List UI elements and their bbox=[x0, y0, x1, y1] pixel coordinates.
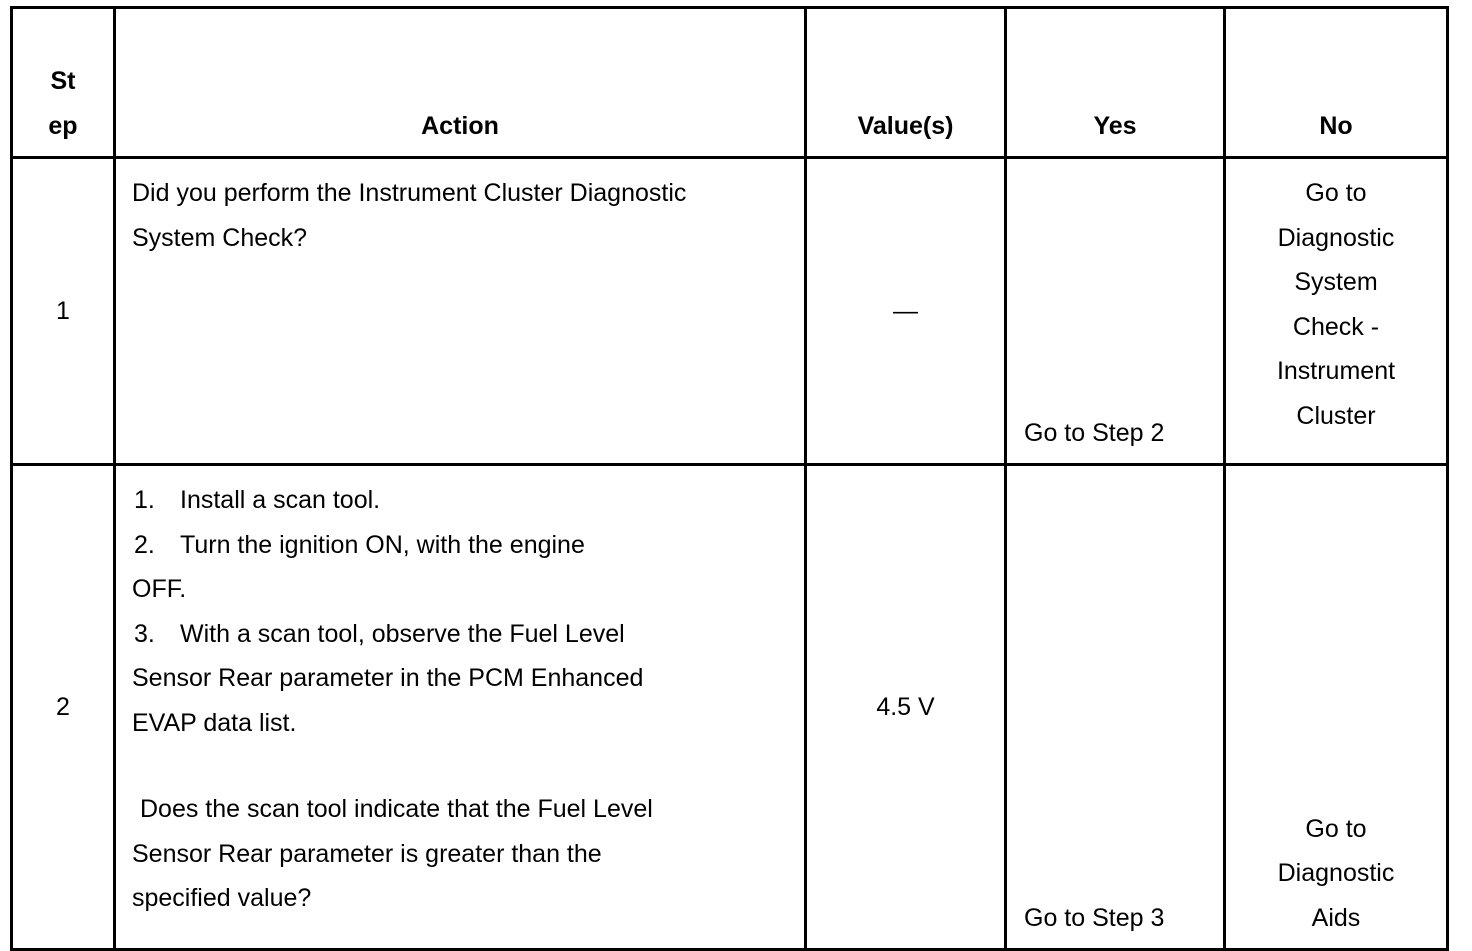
header-action: Action bbox=[115, 8, 806, 158]
no-line: Cluster bbox=[1296, 401, 1376, 430]
header-values: Value(s) bbox=[806, 8, 1006, 158]
step-number: 2 bbox=[12, 465, 115, 950]
no-line: Go to bbox=[1305, 814, 1367, 843]
action-line: EVAP data list. bbox=[132, 708, 297, 737]
no-line: System bbox=[1294, 268, 1378, 296]
action-line: OFF. bbox=[132, 575, 187, 603]
question-line: specified value? bbox=[132, 884, 312, 912]
no-cell bbox=[1225, 465, 1448, 950]
action-cell bbox=[115, 465, 806, 950]
table-row bbox=[12, 465, 1448, 950]
no-line: Diagnostic bbox=[1277, 859, 1395, 887]
no-line: Instrument bbox=[1276, 357, 1396, 385]
action-line: Did you perform the Instrument Cluster Diagnostic bbox=[132, 179, 687, 207]
header-step: Step bbox=[12, 8, 115, 158]
step-number: 1 bbox=[12, 158, 115, 465]
action-cell bbox=[115, 158, 806, 465]
action-list-item: 2. Turn the ignition ON, with the engine bbox=[134, 530, 585, 559]
value-cell: — bbox=[806, 158, 1006, 465]
no-line: Go to bbox=[1305, 179, 1367, 207]
yes-cell: Go to Step 3 bbox=[1006, 465, 1225, 950]
no-line: Diagnostic bbox=[1277, 223, 1395, 252]
header-row bbox=[12, 8, 1448, 158]
question-line: Sensor Rear parameter is greater than the bbox=[132, 839, 602, 868]
diagnostic-table bbox=[10, 6, 1449, 951]
action-line: Sensor Rear parameter in the PCM Enhanced bbox=[132, 664, 644, 692]
table-row bbox=[12, 158, 1448, 465]
action-list-item: 3. With a scan tool, observe the Fuel Level bbox=[134, 619, 625, 648]
no-cell bbox=[1225, 158, 1448, 465]
header-no: No bbox=[1225, 8, 1448, 158]
yes-cell: Go to Step 2 bbox=[1006, 158, 1225, 465]
header-yes: Yes bbox=[1006, 8, 1225, 158]
value-cell: 4.5 V bbox=[806, 465, 1006, 950]
no-line: Check - bbox=[1292, 312, 1380, 341]
question-line: Does the scan tool indicate that the Fuel Level bbox=[140, 795, 653, 823]
action-line: System Check? bbox=[132, 223, 308, 252]
action-list-item: 1. Install a scan tool. bbox=[134, 486, 381, 514]
no-line: Aids bbox=[1311, 903, 1361, 932]
